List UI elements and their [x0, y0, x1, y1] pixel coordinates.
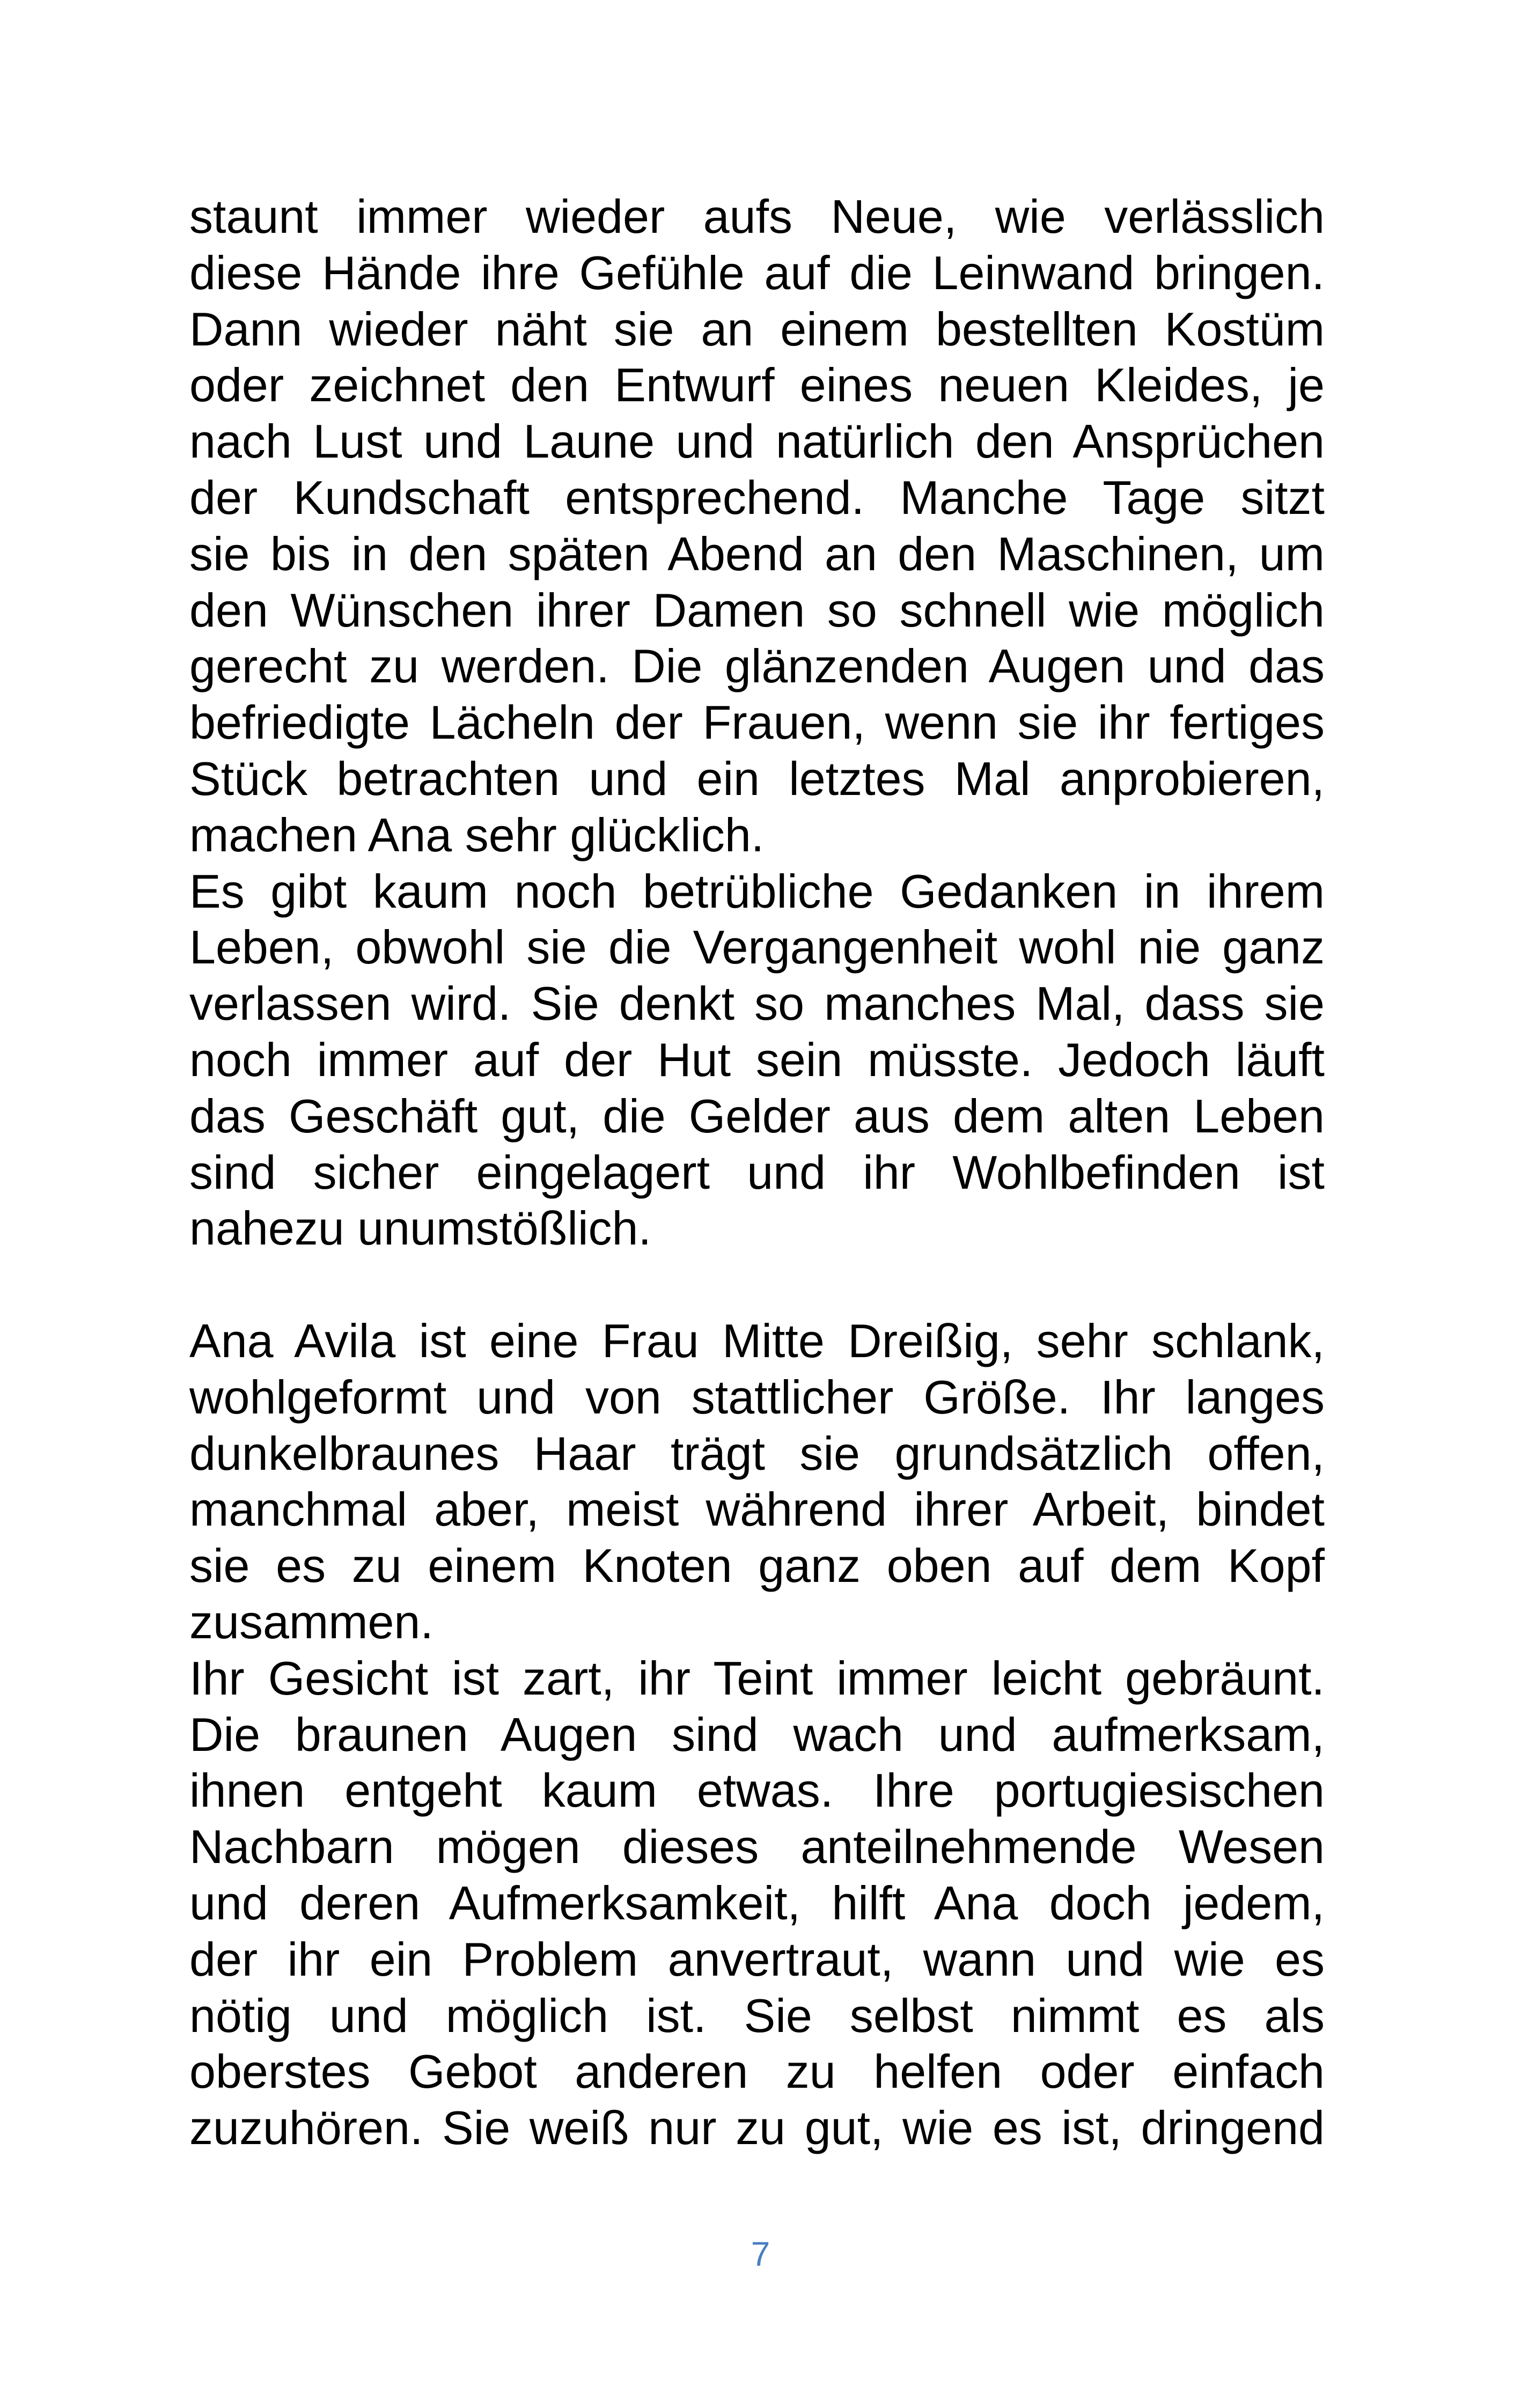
text-line: befriedigte Lächeln der Frauen, wenn sie ihr fertiges — [189, 696, 1325, 749]
text-line: wohlgeformt und von stattlicher Größe. Ihr langes — [189, 1370, 1325, 1424]
text-line: gerecht zu werden. Die glänzenden Augen und das — [189, 639, 1325, 693]
text-line: manchmal aber, meist während ihrer Arbeit, bindet — [189, 1483, 1325, 1536]
text-line: Nachbarn mögen dieses anteilnehmende Wesen — [189, 1820, 1325, 1874]
text-line: Stück betrachten und ein letztes Mal anprobieren, — [189, 752, 1325, 805]
text-line: Ana Avila ist eine Frau Mitte Dreißig, sehr schlank, — [189, 1314, 1325, 1367]
text-line: zusammen. — [189, 1595, 433, 1648]
text-line: Es gibt kaum noch betrübliche Gedanken in ihrem — [189, 864, 1325, 918]
text-line: oder zeichnet den Entwurf eines neuen Kleides, je — [189, 358, 1325, 412]
text-line: oberstes Gebot anderen zu helfen oder einfach — [189, 2045, 1325, 2098]
page-number: 7 — [751, 2235, 770, 2273]
text-line: nach Lust und Laune und natürlich den Ansprüchen — [189, 415, 1325, 468]
text-line: machen Ana sehr glücklich. — [189, 808, 765, 861]
paragraph-2 — [189, 864, 1325, 1257]
text-line: das Geschäft gut, die Gelder aus dem alten Leben — [189, 1089, 1325, 1143]
text-line: den Wünschen ihrer Damen so schnell wie möglich — [189, 583, 1325, 637]
text-line: diese Hände ihre Gefühle auf die Leinwand bringen. — [189, 246, 1325, 299]
text-line: nötig und möglich ist. Sie selbst nimmt es als — [189, 1989, 1325, 2042]
text-line: noch immer auf der Hut sein müsste. Jedoch läuft — [189, 1033, 1325, 1086]
paragraph-3 — [189, 1313, 1325, 1651]
paragraph-1 — [189, 189, 1325, 864]
paragraph-4 — [189, 1651, 1325, 2156]
text-line: Dann wieder näht sie an einem bestellten Kostüm — [189, 302, 1325, 356]
text-line: sie bis in den späten Abend an den Maschinen, um — [189, 527, 1325, 580]
text-line: nahezu unumstößlich. — [189, 1202, 651, 1255]
text-line: Die braunen Augen sind wach und aufmerksam, — [189, 1707, 1325, 1761]
body-text — [189, 189, 1325, 2156]
text-line: der Kundschaft entsprechend. Manche Tage sitzt — [189, 470, 1325, 524]
text-line: ihnen entgeht kaum etwas. Ihre portugiesischen — [189, 1764, 1325, 1817]
text-line: der ihr ein Problem anvertraut, wann und wie es — [189, 1932, 1325, 1986]
paragraph-gap — [189, 1257, 1325, 1313]
text-line: und deren Aufmerksamkeit, hilft Ana doch jedem, — [189, 1876, 1325, 1930]
text-line: Leben, obwohl sie die Vergangenheit wohl nie ganz — [189, 921, 1325, 974]
text-line: verlassen wird. Sie denkt so manches Mal, dass sie — [189, 977, 1325, 1030]
text-line: sie es zu einem Knoten ganz oben auf dem Kopf — [189, 1539, 1325, 1593]
text-line: Ihr Gesicht ist zart, ihr Teint immer leicht gebräunt. — [189, 1651, 1325, 1705]
text-line: sind sicher eingelagert und ihr Wohlbefinden ist — [189, 1145, 1325, 1199]
text-line: staunt immer wieder aufs Neue, wie verlässlich — [189, 190, 1325, 243]
text-line: zuzuhören. Sie weiß nur zu gut, wie es ist, dringend — [189, 2101, 1325, 2155]
text-line: dunkelbraunes Haar trägt sie grundsätzlich offen, — [189, 1426, 1325, 1480]
